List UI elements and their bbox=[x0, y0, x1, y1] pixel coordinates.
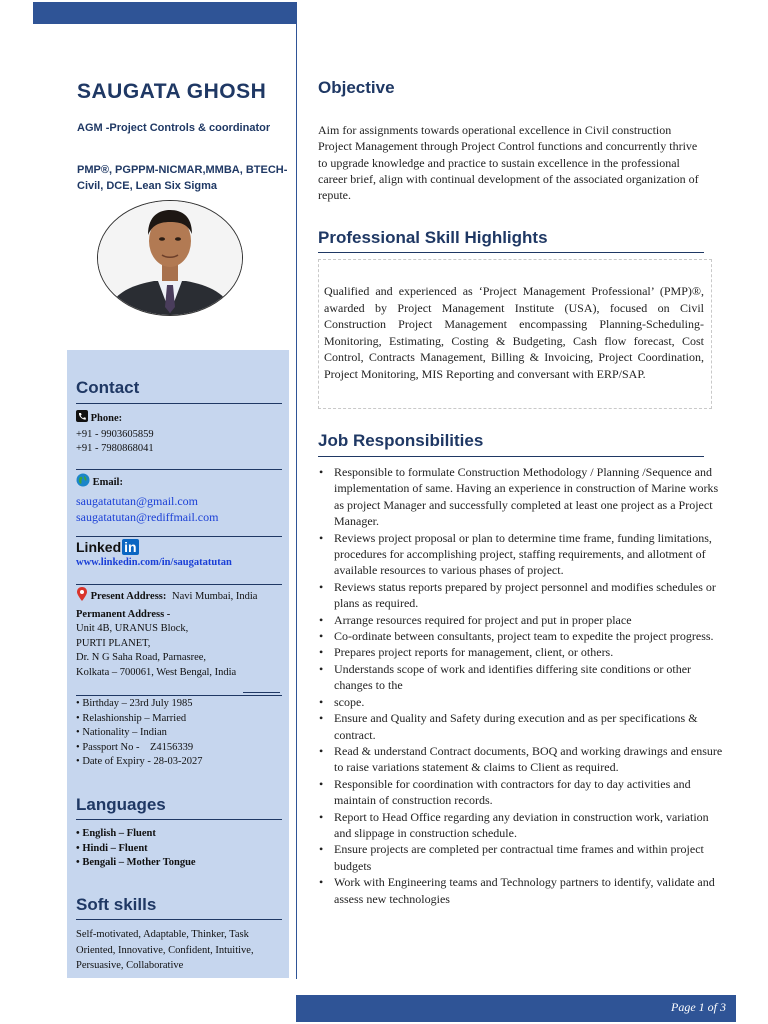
objective-text: Aim for assignments towards operational excellence in Civil construction Project Management through Project Control functions and concurrently thrive to upgrade knowledge and practice to sustain excellence in the professional career brief, align with continual development of the associated organization of repute. bbox=[318, 123, 699, 203]
globe-icon bbox=[76, 473, 90, 493]
skills-heading: Professional Skill Highlights bbox=[318, 228, 548, 247]
email-link-1[interactable]: saugatatutan@gmail.com bbox=[76, 493, 199, 508]
linkedin-block bbox=[76, 539, 232, 570]
skills-text: Qualified and experienced as ‘Project Management Professional’ (PMP)®, awarded by Project Management Institute (USA), focused on Civil Construction Project Management encompassing Planning-Scheduling-Monitoring, Estimating, Costing & Budgeting, Cash flow forecast, Cost Control, Contracts Management, Billing & Invoicing, Project Coordination, Project Monitoring, MIS Reporting and conversant with ERP/SAP. bbox=[324, 284, 704, 381]
languages-divider bbox=[76, 819, 282, 820]
contact-divider bbox=[76, 403, 282, 404]
soft-skills-text: Self-motivated, Adaptable, Thinker, Task Oriented, Innovative, Confident, Intuitive, Persuasive, Collaborative bbox=[76, 929, 254, 971]
candidate-qualifications: PMP®, PGPPM-NICMAR,MMBA, BTECH- Civil, DCE, Lean Six Sigma bbox=[77, 164, 288, 192]
list-item: • Reviews project proposal or plan to determine time frame, funding limitations, procedures for accomplishing project, staffing requirements, and allotment of available resources to various phases of project. bbox=[334, 530, 724, 579]
list-item: • Reviews status reports prepared by project personnel and modifies schedules or plans as required. bbox=[334, 579, 724, 612]
linkedin-divider bbox=[76, 536, 282, 537]
list-item: • Responsible to formulate Construction Methodology / Planning /Sequence and implementation of same. Having an experience in construction of Marine works as project Manager and successfully completed at least one project as a Project Manager. bbox=[334, 464, 724, 530]
present-address: Navi Mumbai, India bbox=[172, 591, 258, 603]
languages-heading: Languages bbox=[76, 795, 166, 814]
phone-number-1[interactable]: +91 - 9903605859 bbox=[76, 428, 154, 440]
responsibilities-list bbox=[318, 464, 724, 907]
address-block bbox=[76, 586, 257, 680]
email-link-2[interactable]: saugatatutan@rediffmail.com bbox=[76, 509, 219, 524]
top-banner bbox=[33, 2, 297, 24]
personal-item: • Relashionship – Married bbox=[76, 712, 187, 724]
responsibilities-heading: Job Responsibilities bbox=[318, 431, 484, 450]
permanent-address-line-1: Unit 4B, URANUS Block, bbox=[76, 623, 189, 634]
phone-label: Phone: bbox=[90, 413, 123, 425]
list-item: • scope. bbox=[334, 694, 724, 710]
list-item: • Understands scope of work and identifies differing site conditions or other changes to the bbox=[334, 661, 724, 694]
candidate-name: SAUGATA GHOSH bbox=[77, 80, 267, 103]
present-address-label: Present Address: bbox=[90, 591, 167, 603]
skills-divider bbox=[318, 252, 704, 253]
list-item: • Arrange resources required for project and put in proper place bbox=[334, 612, 724, 628]
objective-heading: Objective bbox=[318, 78, 395, 97]
language-item: • Bengali – Mother Tongue bbox=[76, 857, 196, 868]
email-divider bbox=[76, 469, 282, 470]
linkedin-in-icon: in bbox=[124, 539, 137, 555]
language-item: • Hindi – Fluent bbox=[76, 842, 148, 854]
personal-item: • Date of Expiry - 28-03-2027 bbox=[76, 756, 203, 767]
list-item: • Read & understand Contract documents, BOQ and working drawings and ensure to raise variations statement & claims to Client as required. bbox=[334, 743, 724, 776]
personal-item: • Passport No - Z4156339 bbox=[76, 741, 194, 753]
email-block bbox=[76, 473, 218, 525]
linkedin-logo-text: Linked bbox=[76, 539, 122, 555]
linkedin-logo bbox=[76, 539, 232, 556]
linkedin-url[interactable]: www.linkedin.com/in/saugatatutan bbox=[76, 557, 232, 568]
short-rule bbox=[243, 692, 280, 693]
page-number: Page 1 of 3 bbox=[671, 1000, 726, 1014]
list-item: • Ensure and Quality and Safety during execution and as per specifications & contract. bbox=[334, 710, 724, 743]
personal-item: • Birthday – 23rd July 1985 bbox=[76, 698, 193, 709]
email-label: Email: bbox=[92, 477, 123, 489]
phone-icon bbox=[76, 410, 88, 428]
personal-item: • Nationality – Indian bbox=[76, 727, 167, 738]
list-item: • Prepares project reports for management, client, or others. bbox=[334, 644, 724, 660]
language-item: • English – Fluent bbox=[76, 828, 156, 839]
list-item: • Work with Engineering teams and Technology partners to identify, validate and assess new technologies bbox=[334, 874, 724, 907]
column-divider bbox=[296, 24, 297, 979]
personal-divider bbox=[76, 695, 282, 696]
personal-details bbox=[76, 697, 202, 770]
profile-photo bbox=[97, 200, 243, 316]
soft-skills-divider bbox=[76, 919, 282, 920]
list-item: • Report to Head Office regarding any deviation in construction work, variation and slippage in construction schedule. bbox=[334, 809, 724, 842]
languages-list bbox=[76, 827, 196, 871]
responsibilities-divider bbox=[318, 456, 704, 457]
permanent-address-label: Permanent Address - bbox=[76, 608, 171, 620]
permanent-address-line-3: Dr. N G Saha Road, Parnasree, bbox=[76, 652, 207, 663]
list-item: • Responsible for coordination with contractors for day to day activities and maintain of construction records. bbox=[334, 776, 724, 809]
address-divider bbox=[76, 584, 282, 585]
soft-skills-heading: Soft skills bbox=[76, 895, 157, 914]
list-item: • Ensure projects are completed per contractual time frames and within project budgets bbox=[334, 841, 724, 874]
contact-heading: Contact bbox=[76, 378, 140, 397]
portrait-illustration bbox=[98, 201, 242, 315]
phone-number-2[interactable]: +91 - 7980868041 bbox=[76, 443, 154, 454]
list-item: • Co-ordinate between consultants, project team to expedite the project progress. bbox=[334, 628, 724, 644]
permanent-address-line-4: Kolkata – 700061, West Bengal, India bbox=[76, 666, 237, 678]
footer-bar bbox=[296, 995, 736, 1022]
candidate-role: AGM -Project Controls & coordinator bbox=[77, 122, 271, 134]
phone-block bbox=[76, 410, 154, 457]
permanent-address-line-2: PURTI PLANET, bbox=[76, 637, 151, 649]
location-pin-icon bbox=[76, 586, 88, 608]
